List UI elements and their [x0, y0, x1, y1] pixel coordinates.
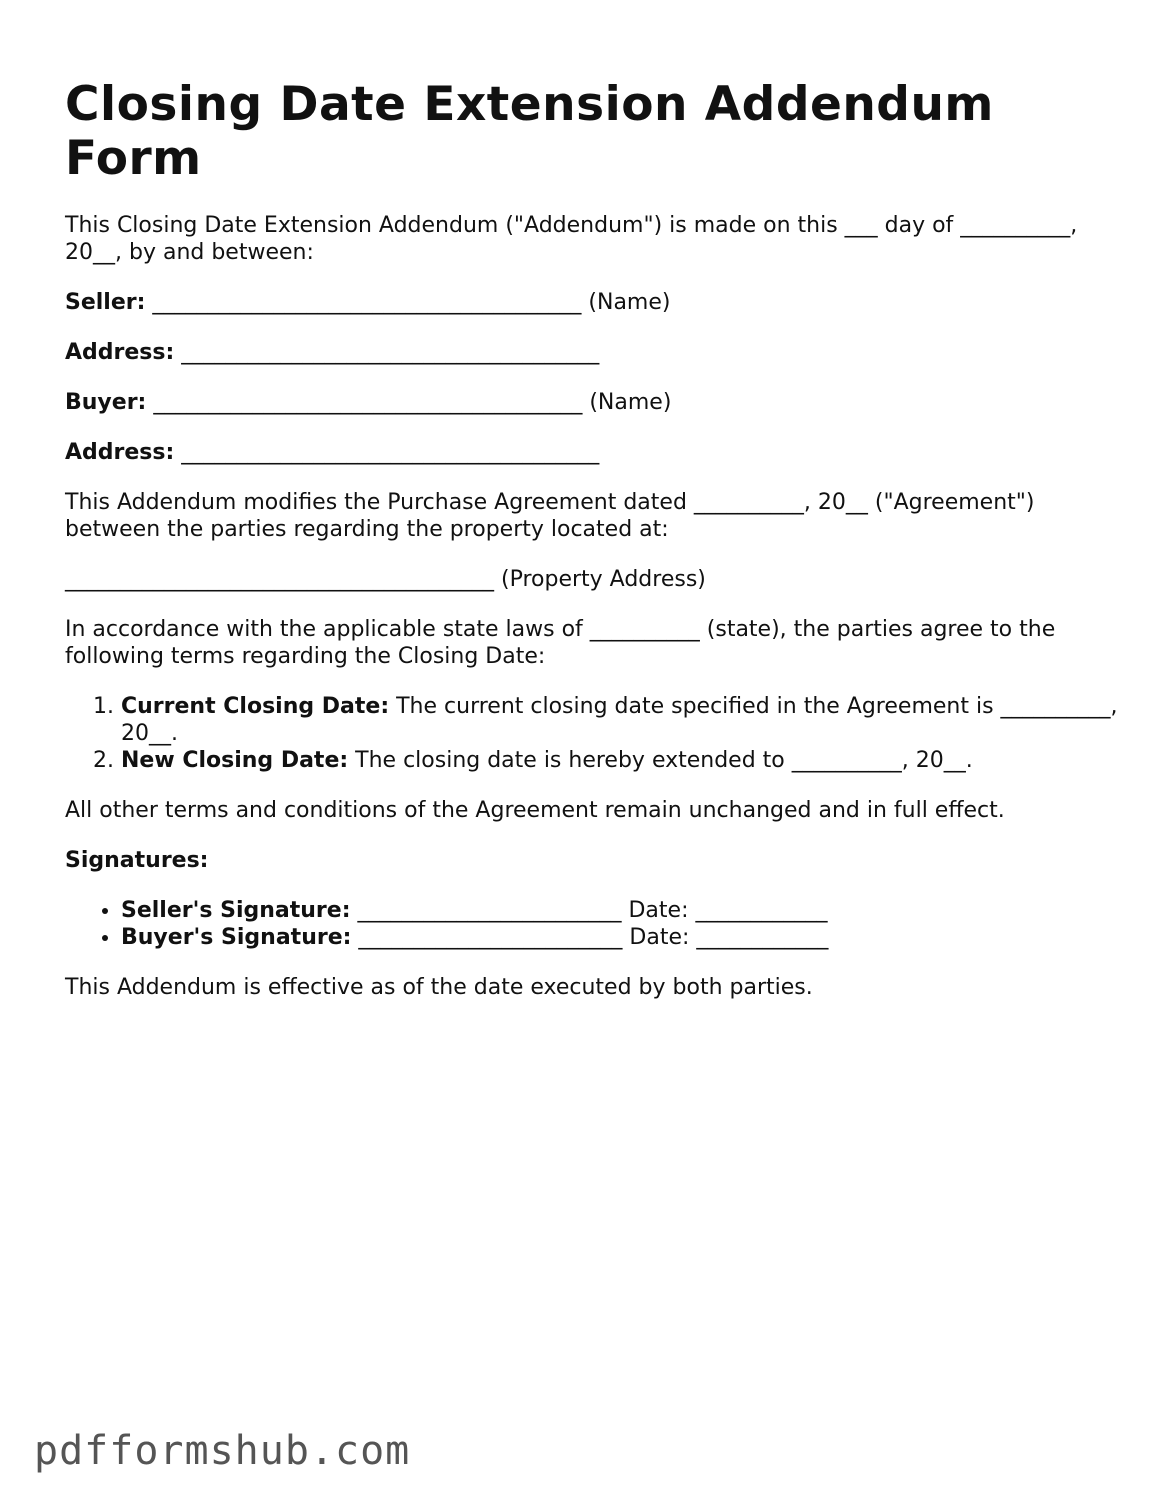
seller-name-field	[65, 289, 1125, 316]
seller-signature-label: Seller's Signature:	[121, 898, 351, 923]
buyer-address-field	[65, 439, 1125, 466]
property-address-line: _______________________________________ (Property Address)	[65, 567, 706, 592]
buyer-name-field	[65, 389, 1125, 416]
watermark: pdfformshub.com	[34, 1428, 411, 1474]
seller-label: Seller:	[65, 290, 146, 315]
buyer-address-blank: ______________________________________	[174, 440, 600, 465]
buyer-address-label: Address:	[65, 440, 175, 465]
seller-signature-line: ________________________ Date: ____________	[350, 898, 828, 923]
signatures-list	[65, 897, 1125, 951]
terms-list	[65, 693, 1125, 774]
intro-paragraph: This Closing Date Extension Addendum ("Addendum") is made on this ___ day of __________, 20__, by and between:	[65, 213, 1078, 265]
seller-address-blank: ______________________________________	[174, 340, 600, 365]
list-item	[121, 747, 1125, 774]
new-closing-date-text: The closing date is hereby extended to __________, 20__.	[348, 748, 973, 773]
buyer-signature-line: ________________________ Date: ____________	[351, 925, 829, 950]
document-page	[65, 78, 1125, 1024]
new-closing-date-label: New Closing Date:	[121, 748, 349, 773]
page-title: Closing Date Extension Addendum Form	[65, 77, 994, 186]
signatures-heading: Signatures:	[65, 848, 209, 873]
buyer-label: Buyer:	[65, 390, 147, 415]
effective-paragraph: This Addendum is effective as of the date executed by both parties.	[65, 975, 813, 1000]
seller-address-label: Address:	[65, 340, 175, 365]
list-item	[121, 693, 1125, 747]
buyer-name-blank: _______________________________________ (Name)	[146, 390, 672, 415]
seller-address-field	[65, 339, 1125, 366]
all-other-terms-paragraph: All other terms and conditions of the Agreement remain unchanged and in full effect.	[65, 798, 1005, 823]
current-closing-date-text: The current closing date specified in the Agreement is __________, 20__.	[121, 694, 1118, 746]
buyer-signature-label: Buyer's Signature:	[121, 925, 352, 950]
list-item	[121, 897, 1125, 924]
current-closing-date-label: Current Closing Date:	[121, 694, 390, 719]
list-item	[121, 924, 1125, 951]
seller-name-blank: _______________________________________ (Name)	[145, 290, 671, 315]
accordance-paragraph: In accordance with the applicable state laws of __________ (state), the parties agree to the following terms regarding the Closing Date:	[65, 617, 1056, 669]
modifies-paragraph: This Addendum modifies the Purchase Agreement dated __________, 20__ ("Agreement") between the parties regarding the property located at:	[65, 490, 1035, 542]
